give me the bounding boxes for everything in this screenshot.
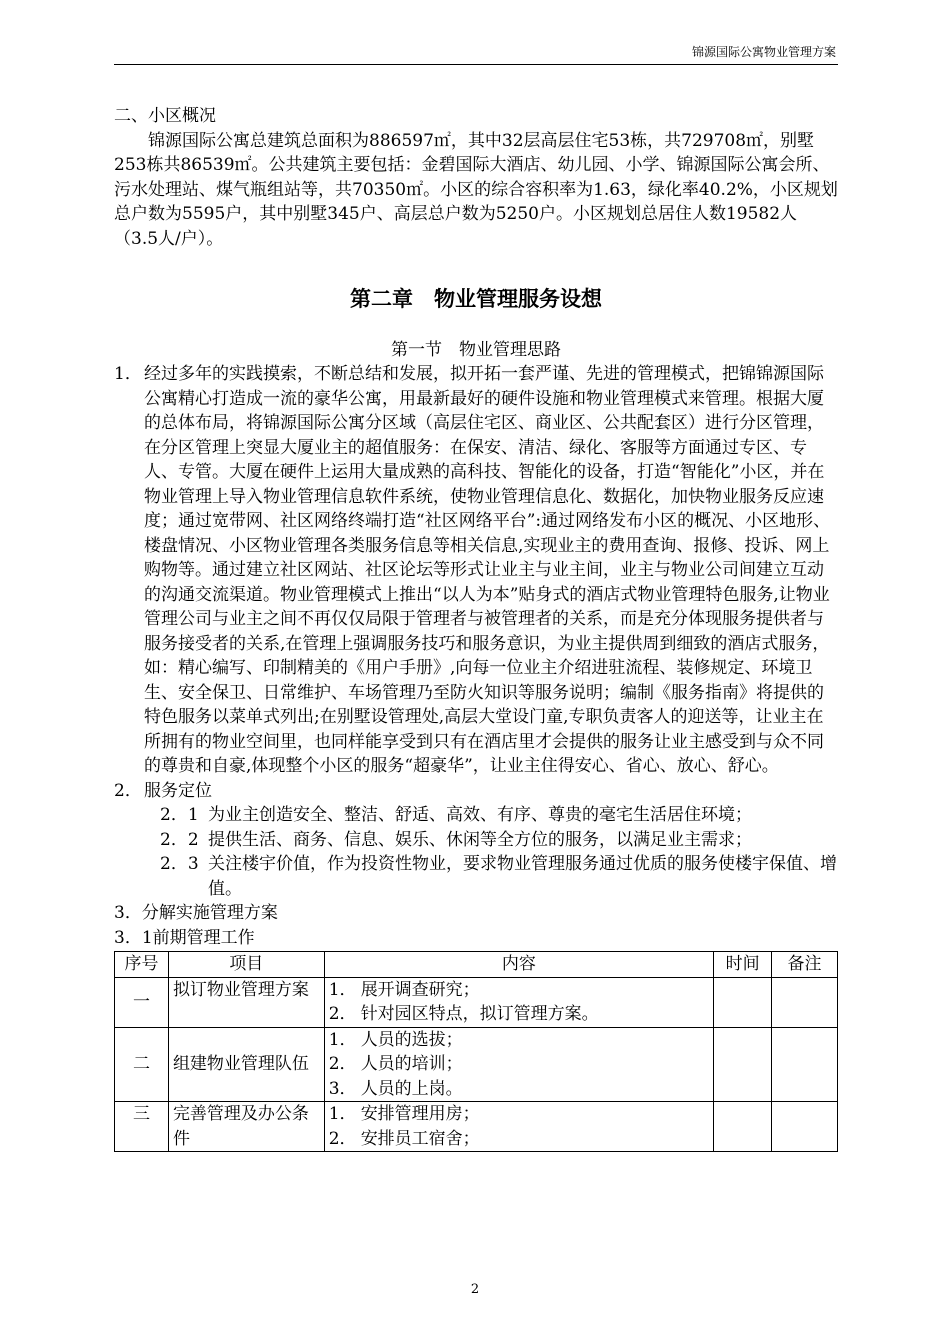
document-body	[114, 104, 838, 1152]
sub-text: 提供生活、商务、信息、娱乐、休闲等全方位的服务，以满足业主需求；	[208, 829, 752, 850]
row-content	[324, 1027, 713, 1102]
section-title: 第一节 物业管理思路	[391, 339, 561, 360]
table-row	[115, 1027, 838, 1102]
sub-number: 2．2	[160, 829, 199, 850]
list-number: 1．	[114, 364, 142, 384]
row-number: 一	[115, 977, 169, 1027]
table-header-row	[115, 952, 838, 978]
list-item-3: 3．分解实施管理方案	[114, 903, 278, 923]
line-number: 2．	[328, 1054, 357, 1074]
chapter-title: 第二章 物业管理服务设想	[350, 287, 602, 311]
work-table	[114, 951, 838, 1152]
table-header: 项目	[168, 952, 324, 978]
sub-text: 为业主创造安全、整洁、舒适、高效、有序、尊贵的毫宅生活居住环境；	[208, 805, 752, 825]
list-number: 2．	[114, 780, 142, 801]
section-heading: 二、小区概况	[114, 106, 216, 126]
row-time	[714, 1102, 772, 1152]
content-line	[329, 1052, 709, 1077]
row-content	[324, 1102, 713, 1152]
table-header: 序号	[115, 952, 169, 978]
row-number: 三	[115, 1102, 169, 1152]
list-item-3-1: 3．1前期管理工作	[114, 927, 255, 948]
sub-number: 2．3	[160, 854, 199, 874]
row-time	[714, 977, 772, 1027]
page-header	[114, 40, 838, 65]
list-text: 服务定位	[144, 780, 212, 801]
row-project: 完善管理及办公条件	[168, 1102, 324, 1152]
line-text: 安排员工宿舍；	[360, 1128, 480, 1149]
content-line	[329, 1127, 709, 1152]
row-project: 组建物业管理队伍	[168, 1027, 324, 1102]
row-note	[772, 1102, 838, 1152]
content-line	[329, 1002, 709, 1027]
line-number: 1．	[328, 979, 357, 1000]
content-line	[329, 1102, 709, 1127]
row-time	[714, 1027, 772, 1102]
line-number: 2．	[328, 1004, 357, 1024]
line-number: 3．	[328, 1078, 357, 1099]
line-text: 人员的上岗。	[360, 1078, 463, 1099]
line-number: 1．	[328, 1104, 357, 1124]
header-title: 锦源国际公寓物业管理方案	[691, 45, 836, 59]
table-header: 备注	[772, 952, 838, 978]
table-header: 内容	[324, 952, 713, 978]
line-number: 2．	[328, 1128, 357, 1149]
table-header: 时间	[714, 952, 772, 978]
list-item	[114, 779, 838, 804]
page-number: 2	[470, 1282, 480, 1297]
sub-list-item	[114, 803, 838, 828]
sub-number: 2．1	[160, 805, 199, 825]
line-number: 1．	[328, 1029, 357, 1050]
line-text: 安排管理用房；	[360, 1104, 480, 1124]
row-note	[772, 1027, 838, 1102]
list-text: 经过多年的实践摸索，不断总结和发展，拟开拓一套严谨、先进的管理模式，把锦锦源国际公寓精心打造成一流的豪华公寓，用最新最好的硬件设施和物业管理模式来管理。根据大厦的总体布局，将锦源国际公寓分区域（高层住宅区、商业区、公共配套区）进行分区管理，在分区管理上突显大厦业主的超值服务：在保安、清洁、绿化、客服等方面通过专区、专人、专管。大厦在硬件上运用大量成熟的高科技、智能化的设备，打造“智能化”小区，并在物业管理上导入物业管理信息软件系统，使物业管理信息化、数据化，加快物业服务反应速度；通过宽带网、社区网络终端打造“社区网络平台”:通过网络发布小区的概况、小区地形、楼盘情况、小区物业管理各类服务信息等相关信息,实现业主的费用查询、报修、投诉、网上购物等。通过建立社区网站、社区论坛等形式让业主与业主间，业主与物业公司间建立互动的沟通交流渠道。物业管理模式上推出“以人为本”贴身式的酒店式物业管理特色服务,让物业管理公司与业主之间不再仅仅局限于管理者与被管理者的关系，而是充分体现服务提供者与服务接受者的关系,在管理上强调服务技巧和服务意识，为业主提供周到细致的酒店式服务，如：精心编写、印制精美的《用户手册》,向每一位业主介绍进驻流程、装修规定、环境卫生、安全保卫、日常维护、车场管理乃至防火知识等服务说明；编制《服务指南》将提供的特色服务以菜单式列出;在别墅设管理处,高层大堂设门童,专职负责客人的迎送等，让业主在所拥有的物业空间里，也同样能享受到只有在酒店里才会提供的服务让业主感受到与众不同的尊贵和自豪,体现整个小区的服务“超豪华”，让业主住得安心、省心、放心、舒心。	[144, 364, 831, 776]
table-row	[115, 1102, 838, 1152]
line-text: 人员的选拔；	[360, 1029, 463, 1050]
table-row	[115, 977, 838, 1027]
list-item	[114, 362, 838, 779]
content-line	[329, 1077, 709, 1102]
line-text: 针对园区特点，拟订管理方案。	[360, 1004, 599, 1024]
row-number: 二	[115, 1027, 169, 1102]
row-note	[772, 977, 838, 1027]
content-line	[329, 1028, 709, 1053]
sub-list-item	[114, 828, 838, 853]
content-line	[329, 978, 709, 1003]
line-text: 人员的培训；	[360, 1054, 463, 1074]
row-content	[324, 977, 713, 1027]
section-paragraph: 锦源国际公寓总建筑总面积为886597㎡，其中32层高层住宅53栋，共729708㎡，别墅253栋共86539㎡。公共建筑主要包括：金碧国际大酒店、幼儿园、小学、锦源国际公寓会所、污水处理站、煤气瓶组站等，共70350㎡。小区的综合容积率为1.63，绿化率40.2%，小区规划总户数为5595户，其中别墅345户、高层总户数为5250户。小区规划总居住人数19582人（3.5人/户）。	[114, 130, 838, 249]
line-text: 展开调查研究；	[360, 979, 480, 1000]
sub-text: 关注楼宇价值，作为投资性物业，要求物业管理服务通过优质的服务使楼宇保值、增值。	[208, 854, 837, 899]
row-project: 拟订物业管理方案	[168, 977, 324, 1027]
sub-list-item	[114, 852, 838, 901]
